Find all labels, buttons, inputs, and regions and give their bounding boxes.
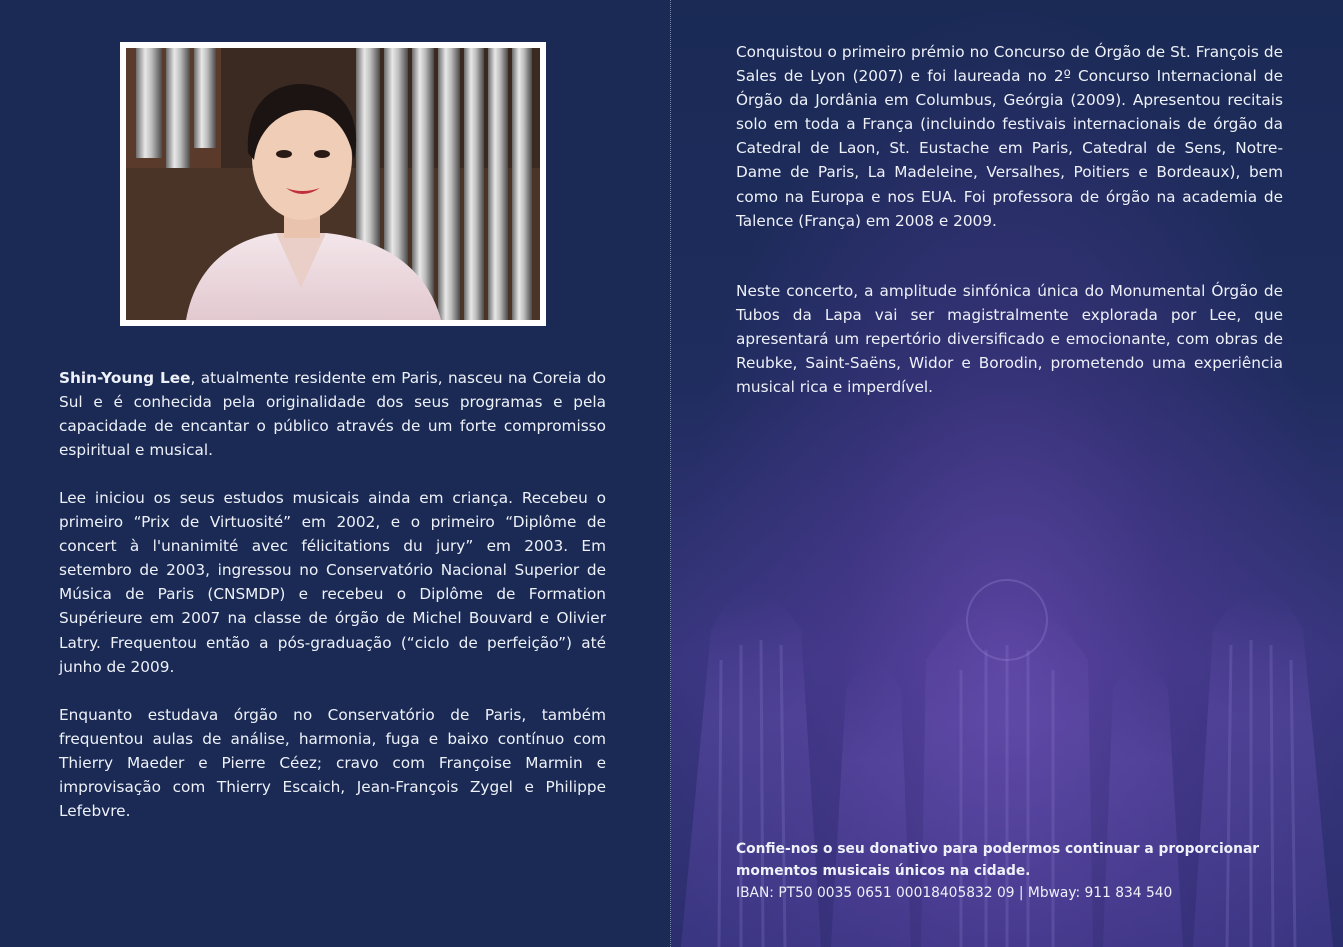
career-paragraph: Conquistou o primeiro prémio no Concurso de Órgão de St. François de Sales de Lyon (2007) e foi laureada no 2º Concurso Internacional de Órgão da Jordânia em Columbus, Geórgia (2009). Apresentou recitais solo em toda a França (incluindo festivais internacionais de órgão da Catedral de Laon, St. Eustache em Paris, Catedral de Sens, Notre-Dame de Paris, La Madeleine, Versalhes, Poitiers e Bordeaux), bem como na Europa e nos EUA. Foi professora de órgão na academia de Talence (França) em 2008 e 2009. <box>736 43 1283 230</box>
donation-headline: Confie-nos o seu donativo para podermos continuar a proporcionar momentos musicais únicos na cidade. <box>736 841 1260 879</box>
right-page <box>671 0 1343 947</box>
artist-photo <box>126 48 540 320</box>
artist-photo-frame <box>120 42 546 326</box>
left-page <box>0 0 670 947</box>
bio-paragraph-2: Lee iniciou os seus estudos musicais ainda em criança. Recebeu o primeiro “Prix de Virtuosité” em 2002, e o primeiro “Diplôme de concert à l'unanimité avec félicitations du jury” em 2003. Em setembro de 2003, ingressou no Conservatório Nacional Superior de Música de Paris (CNSMDP) e recebeu o Diplôme de Formation Supérieure em 2007 na classe de órgão de Michel Bouvard e Olivier Latry. Frequentou então a pós-graduação (“ciclo de perfeição”) até junho de 2009. <box>59 489 606 676</box>
bio-intro: , atualmente residente em Paris, nasceu na Coreia do Sul e é conhecida pela originalidade dos seus programas e pela capacidade de encantar o público através de um forte compromisso espiritual e musical. <box>59 369 607 460</box>
donation-block <box>736 838 1296 904</box>
artist-name: Shin-Young Lee <box>59 369 191 387</box>
donation-details: IBAN: PT50 0035 0651 00018405832 09 | Mbway: 911 834 540 <box>736 885 1173 901</box>
bio-paragraph-1 <box>59 366 606 462</box>
bio-paragraph-3: Enquanto estudava órgão no Conservatório de Paris, também frequentou aulas de análise, harmonia, fuga e baixo contínuo com Thierry Maeder e Pierre Céez; cravo com Françoise Marmin e improvisação com Thierry Escaich, Jean-François Zygel e Philippe Lefebvre. <box>59 706 606 821</box>
concert-paragraph: Neste concerto, a amplitude sinfónica única do Monumental Órgão de Tubos da Lapa vai ser magistralmente explorada por Lee, que apresentará um repertório diversificado e emocionante, com obras de Reubke, Saint-Saëns, Widor e Borodin, prometendo uma experiência musical rica e imperdível. <box>736 282 1283 397</box>
